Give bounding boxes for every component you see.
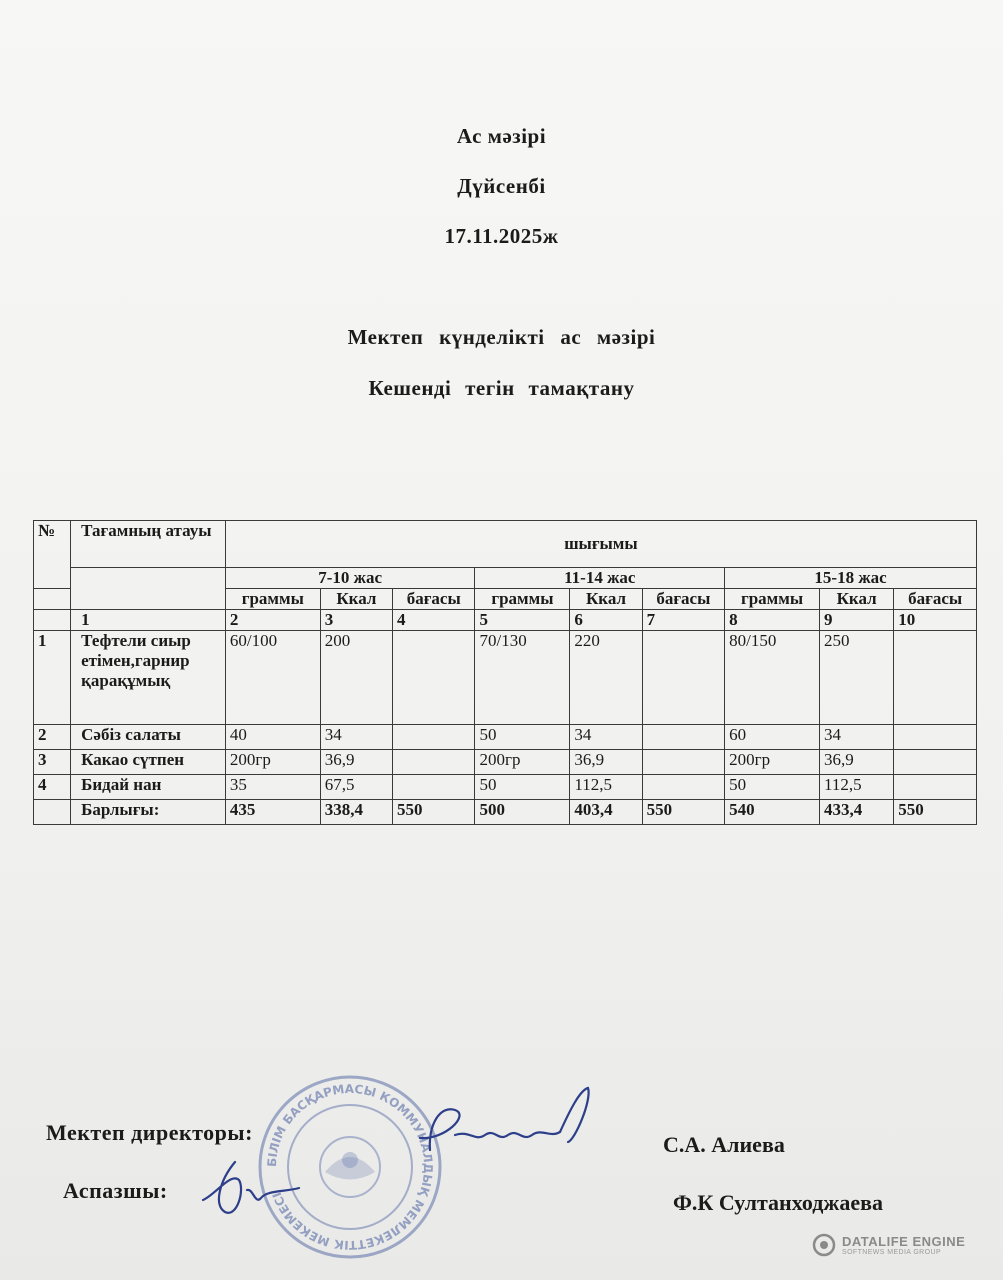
kcal-cell: 36,9 [320,750,392,775]
kcal-cell: 112,5 [820,775,894,800]
age-group-7-10: 7-10 жас [225,568,475,589]
grams-cell: 40 [225,725,320,750]
column-number: 7 [642,610,725,631]
datalife-logo-icon [812,1233,836,1257]
column-number: 2 [225,610,320,631]
table-row [34,725,977,750]
price-cell [642,775,725,800]
row-number: 1 [34,631,71,725]
grams-cell: 60 [725,725,820,750]
director-signature-icon [400,1080,600,1170]
dish-name: Бидай нан [71,775,226,800]
dish-name: Сәбіз салаты [71,725,226,750]
grams-cell: 60/100 [225,631,320,725]
menu-date: 17.11.2025ж [444,224,559,248]
table-row [34,750,977,775]
meal-type-title: Кешенді тегін тамақтану [368,376,635,400]
price-cell [894,725,977,750]
total-kcal: 433,4 [820,800,894,825]
price-cell [392,631,475,725]
kcal-cell: 200 [320,631,392,725]
total-label: Барлығы: [71,800,226,825]
column-number: 10 [894,610,977,631]
dish-name: Тефтели сиыр етімен,гарнир қарақұмық [71,631,226,725]
kcal-cell: 220 [570,631,642,725]
school-menu-title: Мектеп күнделікті ас мәзірі [347,325,656,349]
price-cell [894,631,977,725]
kcal-cell: 34 [820,725,894,750]
subheader-price: бағасы [642,589,725,610]
header-dish-name: Тағамның атауы [71,521,226,568]
subheader-kcal: Ккал [820,589,894,610]
column-number: 8 [725,610,820,631]
subheader-kcal: Ккал [570,589,642,610]
grams-cell: 200гр [475,750,570,775]
grams-cell: 200гр [225,750,320,775]
subheader-price: бағасы [894,589,977,610]
grams-cell: 50 [475,775,570,800]
day-of-week: Дүйсенбі [457,174,546,198]
dish-name: Какао сүтпен [71,750,226,775]
grams-cell: 50 [475,725,570,750]
price-cell [894,775,977,800]
cook-signature-icon [195,1150,305,1230]
kcal-cell: 36,9 [570,750,642,775]
director-name: С.А. Алиева [663,1132,785,1157]
total-grams: 435 [225,800,320,825]
header-number: № [34,521,71,589]
subheader-grams: граммы [225,589,320,610]
column-number: 3 [320,610,392,631]
kcal-cell: 112,5 [570,775,642,800]
subheader-grams: граммы [475,589,570,610]
menu-heading: Ас мәзірі [456,124,547,148]
table-row [34,775,977,800]
grams-cell: 70/130 [475,631,570,725]
column-number-row [34,610,977,631]
header-output: шығымы [225,521,976,568]
kcal-cell: 34 [570,725,642,750]
cook-label: Аспазшы: [63,1178,168,1203]
total-kcal: 403,4 [570,800,642,825]
column-number: 5 [475,610,570,631]
total-price: 550 [392,800,475,825]
price-cell [392,775,475,800]
table-row [34,631,977,725]
column-number: 1 [71,610,226,631]
kcal-cell: 34 [320,725,392,750]
cook-name: Ф.К Султанходжаева [673,1190,883,1215]
grams-cell: 200гр [725,750,820,775]
subheader-kcal: Ккал [320,589,392,610]
menu-table [33,520,977,825]
grams-cell: 50 [725,775,820,800]
total-grams: 540 [725,800,820,825]
kcal-cell: 36,9 [820,750,894,775]
age-group-15-18: 15-18 жас [725,568,977,589]
total-grams: 500 [475,800,570,825]
price-cell [392,750,475,775]
table-header-row [34,521,977,568]
column-number: 4 [392,610,475,631]
watermark [812,1233,965,1257]
kcal-cell: 250 [820,631,894,725]
row-number: 2 [34,725,71,750]
column-number: 9 [820,610,894,631]
age-group-row [34,568,977,589]
grams-cell: 35 [225,775,320,800]
total-kcal: 338,4 [320,800,392,825]
subheader-grams: граммы [725,589,820,610]
director-label: Мектеп директоры: [46,1120,253,1145]
price-cell [642,750,725,775]
total-price: 550 [642,800,725,825]
kcal-cell: 67,5 [320,775,392,800]
age-group-11-14: 11-14 жас [475,568,725,589]
price-cell [642,725,725,750]
grams-cell: 80/150 [725,631,820,725]
watermark-subtitle: SOFTNEWS MEDIA GROUP [842,1249,942,1256]
column-number: 6 [570,610,642,631]
stamp-text: БІЛІМ БАСҚАРМАСЫ КОММУНАЛДЫҚ МЕМЛЕКЕТТІК МЕКЕМЕСІ [264,1081,436,1253]
row-number: 3 [34,750,71,775]
total-row [34,800,977,825]
price-cell [894,750,977,775]
total-price: 550 [894,800,977,825]
subheader-price: бағасы [392,589,475,610]
row-number: 4 [34,775,71,800]
price-cell [642,631,725,725]
price-cell [392,725,475,750]
watermark-title: DATALIFE ENGINE [842,1234,966,1249]
